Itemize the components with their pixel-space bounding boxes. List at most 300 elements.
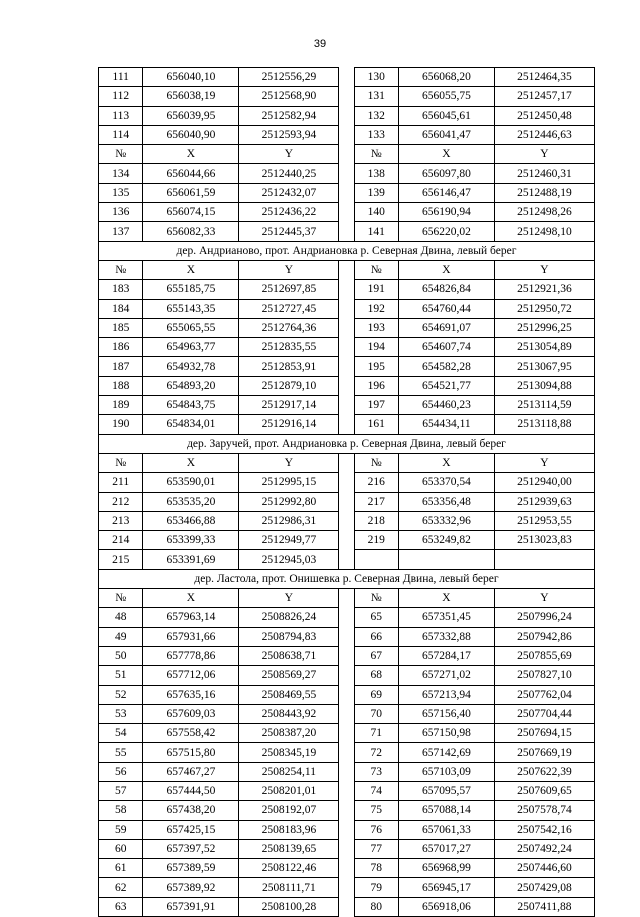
y-coordinate <box>494 550 594 569</box>
column-gap <box>339 820 354 839</box>
table-row <box>99 68 595 87</box>
y-coordinate: 2512556,29 <box>239 68 339 87</box>
x-coordinate: 657389,59 <box>143 859 239 878</box>
x-coordinate: X <box>398 145 494 164</box>
x-coordinate: 653249,82 <box>398 531 494 550</box>
point-number: 138 <box>354 164 398 183</box>
table-row <box>99 396 595 415</box>
x-coordinate: 656068,20 <box>398 68 494 87</box>
x-coordinate: 657425,15 <box>143 820 239 839</box>
x-coordinate: 654893,20 <box>143 376 239 395</box>
y-coordinate: 2507996,24 <box>494 608 594 627</box>
column-gap <box>339 145 354 164</box>
point-number: 141 <box>354 222 398 241</box>
column-gap <box>339 743 354 762</box>
y-coordinate: 2508201,01 <box>239 781 339 800</box>
column-gap <box>339 125 354 144</box>
point-number: 188 <box>99 376 143 395</box>
point-number: 132 <box>354 106 398 125</box>
column-gap <box>339 839 354 858</box>
x-coordinate: 656061,59 <box>143 183 239 202</box>
column-gap <box>339 781 354 800</box>
point-number: 219 <box>354 531 398 550</box>
x-coordinate: 656039,95 <box>143 106 239 125</box>
y-coordinate: 2513114,59 <box>494 396 594 415</box>
point-number: 49 <box>99 627 143 646</box>
y-coordinate: 2507542,16 <box>494 820 594 839</box>
point-number: 111 <box>99 68 143 87</box>
column-gap <box>339 666 354 685</box>
x-coordinate: 654521,77 <box>398 376 494 395</box>
table-row <box>99 627 595 646</box>
x-coordinate: 654582,28 <box>398 357 494 376</box>
column-gap <box>339 897 354 916</box>
point-number: 131 <box>354 87 398 106</box>
x-coordinate: 657095,57 <box>398 781 494 800</box>
y-coordinate: 2508139,65 <box>239 839 339 858</box>
y-coordinate: Y <box>239 260 339 279</box>
x-coordinate: 654826,84 <box>398 280 494 299</box>
x-coordinate: X <box>398 589 494 608</box>
point-number: 215 <box>99 550 143 569</box>
table-row <box>99 666 595 685</box>
y-coordinate: 2512593,94 <box>239 125 339 144</box>
x-coordinate: X <box>143 453 239 472</box>
x-coordinate: 653399,33 <box>143 531 239 550</box>
y-coordinate: Y <box>239 145 339 164</box>
section-caption-row <box>99 569 595 588</box>
point-number: 184 <box>99 299 143 318</box>
column-gap <box>339 222 354 241</box>
column-gap <box>339 260 354 279</box>
point-number: 190 <box>99 415 143 434</box>
x-coordinate: 654760,44 <box>398 299 494 318</box>
y-coordinate: 2508469,55 <box>239 685 339 704</box>
y-coordinate: 2512853,91 <box>239 357 339 376</box>
column-gap <box>339 338 354 357</box>
x-coordinate: 657963,14 <box>143 608 239 627</box>
y-coordinate: 2512446,63 <box>494 125 594 144</box>
point-number: 71 <box>354 724 398 743</box>
y-coordinate: 2512921,36 <box>494 280 594 299</box>
point-number: 58 <box>99 801 143 820</box>
point-number: 54 <box>99 724 143 743</box>
column-gap <box>339 376 354 395</box>
x-coordinate: 655185,75 <box>143 280 239 299</box>
x-coordinate: X <box>398 260 494 279</box>
x-coordinate: 653590,01 <box>143 473 239 492</box>
point-number: 114 <box>99 125 143 144</box>
table-row <box>99 646 595 665</box>
point-number: 57 <box>99 781 143 800</box>
y-coordinate: 2512498,26 <box>494 203 594 222</box>
point-number: 216 <box>354 473 398 492</box>
table-row <box>99 801 595 820</box>
x-coordinate: 657213,94 <box>398 685 494 704</box>
column-gap <box>339 87 354 106</box>
header-row <box>99 145 595 164</box>
x-coordinate: 657284,17 <box>398 646 494 665</box>
y-coordinate: 2508387,20 <box>239 724 339 743</box>
point-number: 196 <box>354 376 398 395</box>
x-coordinate: 656040,10 <box>143 68 239 87</box>
y-coordinate: 2513118,88 <box>494 415 594 434</box>
y-coordinate: 2512464,35 <box>494 68 594 87</box>
y-coordinate: 2512436,22 <box>239 203 339 222</box>
point-number: 217 <box>354 492 398 511</box>
table-row <box>99 299 595 318</box>
x-coordinate: 653332,96 <box>398 511 494 530</box>
column-gap <box>339 550 354 569</box>
header-row <box>99 260 595 279</box>
point-number: 137 <box>99 222 143 241</box>
point-number: 78 <box>354 859 398 878</box>
table-row <box>99 376 595 395</box>
x-coordinate: 656045,61 <box>398 106 494 125</box>
point-number: 60 <box>99 839 143 858</box>
y-coordinate: 2513054,89 <box>494 338 594 357</box>
y-coordinate: 2512995,15 <box>239 473 339 492</box>
point-number: 79 <box>354 878 398 897</box>
y-coordinate: 2512460,31 <box>494 164 594 183</box>
x-coordinate: 654932,78 <box>143 357 239 376</box>
x-coordinate: 654460,23 <box>398 396 494 415</box>
point-number: 80 <box>354 897 398 916</box>
y-coordinate: Y <box>494 589 594 608</box>
table-row <box>99 724 595 743</box>
y-coordinate: 2507622,39 <box>494 762 594 781</box>
table-row <box>99 859 595 878</box>
x-coordinate: 656038,19 <box>143 87 239 106</box>
x-coordinate: X <box>398 453 494 472</box>
table-row <box>99 164 595 183</box>
x-coordinate: 654843,75 <box>143 396 239 415</box>
y-coordinate: 2507492,24 <box>494 839 594 858</box>
y-coordinate: 2507429,08 <box>494 878 594 897</box>
y-coordinate: Y <box>494 260 594 279</box>
y-coordinate: 2512450,48 <box>494 106 594 125</box>
point-number: 63 <box>99 897 143 916</box>
page-number: 39 <box>313 38 327 50</box>
point-number: 61 <box>99 859 143 878</box>
point-number: 191 <box>354 280 398 299</box>
x-coordinate: 657931,66 <box>143 627 239 646</box>
x-coordinate: 653466,88 <box>143 511 239 530</box>
x-coordinate: 653535,20 <box>143 492 239 511</box>
point-number: 50 <box>99 646 143 665</box>
y-coordinate: 2512445,37 <box>239 222 339 241</box>
x-coordinate: 657438,20 <box>143 801 239 820</box>
x-coordinate: X <box>143 260 239 279</box>
x-coordinate: 657150,98 <box>398 724 494 743</box>
y-coordinate: Y <box>239 453 339 472</box>
x-coordinate: 657778,86 <box>143 646 239 665</box>
x-coordinate: 657444,50 <box>143 781 239 800</box>
y-coordinate: Y <box>239 589 339 608</box>
point-number: 136 <box>99 203 143 222</box>
table-row <box>99 106 595 125</box>
y-coordinate: 2508569,27 <box>239 666 339 685</box>
column-gap <box>339 627 354 646</box>
point-number: 74 <box>354 781 398 800</box>
column-gap <box>339 762 354 781</box>
table-row <box>99 820 595 839</box>
point-number: № <box>99 589 143 608</box>
table-row <box>99 531 595 550</box>
x-coordinate: 656041,47 <box>398 125 494 144</box>
x-coordinate: 655065,55 <box>143 318 239 337</box>
y-coordinate: 2513067,95 <box>494 357 594 376</box>
x-coordinate: 657515,80 <box>143 743 239 762</box>
x-coordinate: 657156,40 <box>398 704 494 723</box>
section-caption-row <box>99 434 595 453</box>
point-number: 76 <box>354 820 398 839</box>
x-coordinate: 657017,27 <box>398 839 494 858</box>
point-number: 133 <box>354 125 398 144</box>
x-coordinate: 653370,54 <box>398 473 494 492</box>
y-coordinate: 2512488,19 <box>494 183 594 202</box>
y-coordinate: 2512916,14 <box>239 415 339 434</box>
x-coordinate: 654834,01 <box>143 415 239 434</box>
x-coordinate: 656968,99 <box>398 859 494 878</box>
x-coordinate: 656074,15 <box>143 203 239 222</box>
point-number: № <box>354 260 398 279</box>
point-number: 48 <box>99 608 143 627</box>
column-gap <box>339 724 354 743</box>
x-coordinate: 654963,77 <box>143 338 239 357</box>
point-number: 75 <box>354 801 398 820</box>
point-number: 69 <box>354 685 398 704</box>
y-coordinate: 2508111,71 <box>239 878 339 897</box>
y-coordinate: 2512940,00 <box>494 473 594 492</box>
point-number: 193 <box>354 318 398 337</box>
x-coordinate: 657142,69 <box>398 743 494 762</box>
table-row <box>99 222 595 241</box>
y-coordinate: 2507827,10 <box>494 666 594 685</box>
point-number: 139 <box>354 183 398 202</box>
y-coordinate: 2512879,10 <box>239 376 339 395</box>
column-gap <box>339 396 354 415</box>
point-number: 161 <box>354 415 398 434</box>
table-row <box>99 839 595 858</box>
point-number: 72 <box>354 743 398 762</box>
y-coordinate: 2508122,46 <box>239 859 339 878</box>
table-row <box>99 492 595 511</box>
y-coordinate: 2512950,72 <box>494 299 594 318</box>
x-coordinate: X <box>143 145 239 164</box>
x-coordinate: 656918,06 <box>398 897 494 916</box>
x-coordinate: 657558,42 <box>143 724 239 743</box>
x-coordinate: 654691,07 <box>398 318 494 337</box>
x-coordinate: 657391,91 <box>143 897 239 916</box>
y-coordinate: 2507609,65 <box>494 781 594 800</box>
x-coordinate: 657609,03 <box>143 704 239 723</box>
y-coordinate: 2512949,77 <box>239 531 339 550</box>
y-coordinate: 2512917,14 <box>239 396 339 415</box>
y-coordinate: 2512432,07 <box>239 183 339 202</box>
x-coordinate: 656082,33 <box>143 222 239 241</box>
column-gap <box>339 280 354 299</box>
column-gap <box>339 106 354 125</box>
x-coordinate: 656220,02 <box>398 222 494 241</box>
point-number: № <box>99 145 143 164</box>
column-gap <box>339 511 354 530</box>
column-gap <box>339 318 354 337</box>
coordinates-table <box>98 67 595 917</box>
point-number: 65 <box>354 608 398 627</box>
y-coordinate: 2513094,88 <box>494 376 594 395</box>
y-coordinate: 2508638,71 <box>239 646 339 665</box>
column-gap <box>339 68 354 87</box>
y-coordinate: 2507942,86 <box>494 627 594 646</box>
point-number: 211 <box>99 473 143 492</box>
table-row <box>99 203 595 222</box>
column-gap <box>339 203 354 222</box>
y-coordinate: 2508794,83 <box>239 627 339 646</box>
point-number: 140 <box>354 203 398 222</box>
point-number: 112 <box>99 87 143 106</box>
y-coordinate: 2508254,11 <box>239 762 339 781</box>
x-coordinate: 657712,06 <box>143 666 239 685</box>
point-number: 185 <box>99 318 143 337</box>
table-row <box>99 781 595 800</box>
x-coordinate: 654607,74 <box>398 338 494 357</box>
point-number: 187 <box>99 357 143 376</box>
section-caption: дер. Заручей, прот. Андриановка р. Северная Двина, левый берег <box>99 434 595 453</box>
point-number: 73 <box>354 762 398 781</box>
y-coordinate: 2508345,19 <box>239 743 339 762</box>
table-row <box>99 608 595 627</box>
y-coordinate: 2507762,04 <box>494 685 594 704</box>
point-number: 51 <box>99 666 143 685</box>
column-gap <box>339 859 354 878</box>
x-coordinate: X <box>143 589 239 608</box>
section-caption: дер. Ластола, прот. Онишевка р. Северная Двина, левый берег <box>99 569 595 588</box>
y-coordinate: 2512945,03 <box>239 550 339 569</box>
y-coordinate: 2507855,69 <box>494 646 594 665</box>
x-coordinate: 653356,48 <box>398 492 494 511</box>
y-coordinate: 2512498,10 <box>494 222 594 241</box>
point-number: 189 <box>99 396 143 415</box>
x-coordinate: 656945,17 <box>398 878 494 897</box>
table-row <box>99 704 595 723</box>
x-coordinate: 656190,94 <box>398 203 494 222</box>
table-row <box>99 473 595 492</box>
table-row <box>99 878 595 897</box>
point-number: 195 <box>354 357 398 376</box>
y-coordinate: 2512939,63 <box>494 492 594 511</box>
point-number: 113 <box>99 106 143 125</box>
point-number: 70 <box>354 704 398 723</box>
point-number: № <box>354 589 398 608</box>
column-gap <box>339 473 354 492</box>
point-number: 53 <box>99 704 143 723</box>
section-caption: дер. Андрианово, прот. Андриановка р. Северная Двина, левый берег <box>99 241 595 260</box>
table-row <box>99 743 595 762</box>
table-row <box>99 897 595 916</box>
x-coordinate: 654434,11 <box>398 415 494 434</box>
point-number: № <box>354 145 398 164</box>
column-gap <box>339 801 354 820</box>
point-number: 218 <box>354 511 398 530</box>
table-row <box>99 357 595 376</box>
y-coordinate: 2512835,55 <box>239 338 339 357</box>
y-coordinate: 2512582,94 <box>239 106 339 125</box>
y-coordinate: 2512568,90 <box>239 87 339 106</box>
y-coordinate: 2512953,55 <box>494 511 594 530</box>
column-gap <box>339 608 354 627</box>
table-row <box>99 318 595 337</box>
y-coordinate: 2512996,25 <box>494 318 594 337</box>
x-coordinate <box>398 550 494 569</box>
point-number <box>354 550 398 569</box>
y-coordinate: Y <box>494 453 594 472</box>
x-coordinate: 657351,45 <box>398 608 494 627</box>
y-coordinate: 2508192,07 <box>239 801 339 820</box>
point-number: 66 <box>354 627 398 646</box>
table-row <box>99 415 595 434</box>
column-gap <box>339 878 354 897</box>
point-number: 52 <box>99 685 143 704</box>
y-coordinate: 2512986,31 <box>239 511 339 530</box>
point-number: 135 <box>99 183 143 202</box>
y-coordinate: 2512697,85 <box>239 280 339 299</box>
point-number: № <box>99 260 143 279</box>
y-coordinate: 2512440,25 <box>239 164 339 183</box>
table-row <box>99 511 595 530</box>
column-gap <box>339 646 354 665</box>
point-number: 213 <box>99 511 143 530</box>
y-coordinate: 2512992,80 <box>239 492 339 511</box>
x-coordinate: 656040,90 <box>143 125 239 144</box>
y-coordinate: Y <box>494 145 594 164</box>
column-gap <box>339 685 354 704</box>
y-coordinate: 2512764,36 <box>239 318 339 337</box>
y-coordinate: 2508826,24 <box>239 608 339 627</box>
table-row <box>99 280 595 299</box>
x-coordinate: 656097,80 <box>398 164 494 183</box>
y-coordinate: 2507411,88 <box>494 897 594 916</box>
point-number: 186 <box>99 338 143 357</box>
x-coordinate: 653391,69 <box>143 550 239 569</box>
y-coordinate: 2508443,92 <box>239 704 339 723</box>
section-caption-row <box>99 241 595 260</box>
y-coordinate: 2507446,60 <box>494 859 594 878</box>
table-row <box>99 685 595 704</box>
y-coordinate: 2507704,44 <box>494 704 594 723</box>
x-coordinate: 657061,33 <box>398 820 494 839</box>
point-number: 183 <box>99 280 143 299</box>
x-coordinate: 657103,09 <box>398 762 494 781</box>
column-gap <box>339 492 354 511</box>
point-number: 130 <box>354 68 398 87</box>
table-row <box>99 338 595 357</box>
point-number: 197 <box>354 396 398 415</box>
x-coordinate: 656146,47 <box>398 183 494 202</box>
point-number: 192 <box>354 299 398 318</box>
x-coordinate: 657332,88 <box>398 627 494 646</box>
column-gap <box>339 164 354 183</box>
x-coordinate: 656055,75 <box>398 87 494 106</box>
y-coordinate: 2512727,45 <box>239 299 339 318</box>
point-number: № <box>354 453 398 472</box>
point-number: 59 <box>99 820 143 839</box>
column-gap <box>339 453 354 472</box>
y-coordinate: 2507578,74 <box>494 801 594 820</box>
y-coordinate: 2508183,96 <box>239 820 339 839</box>
table-row <box>99 87 595 106</box>
point-number: 194 <box>354 338 398 357</box>
